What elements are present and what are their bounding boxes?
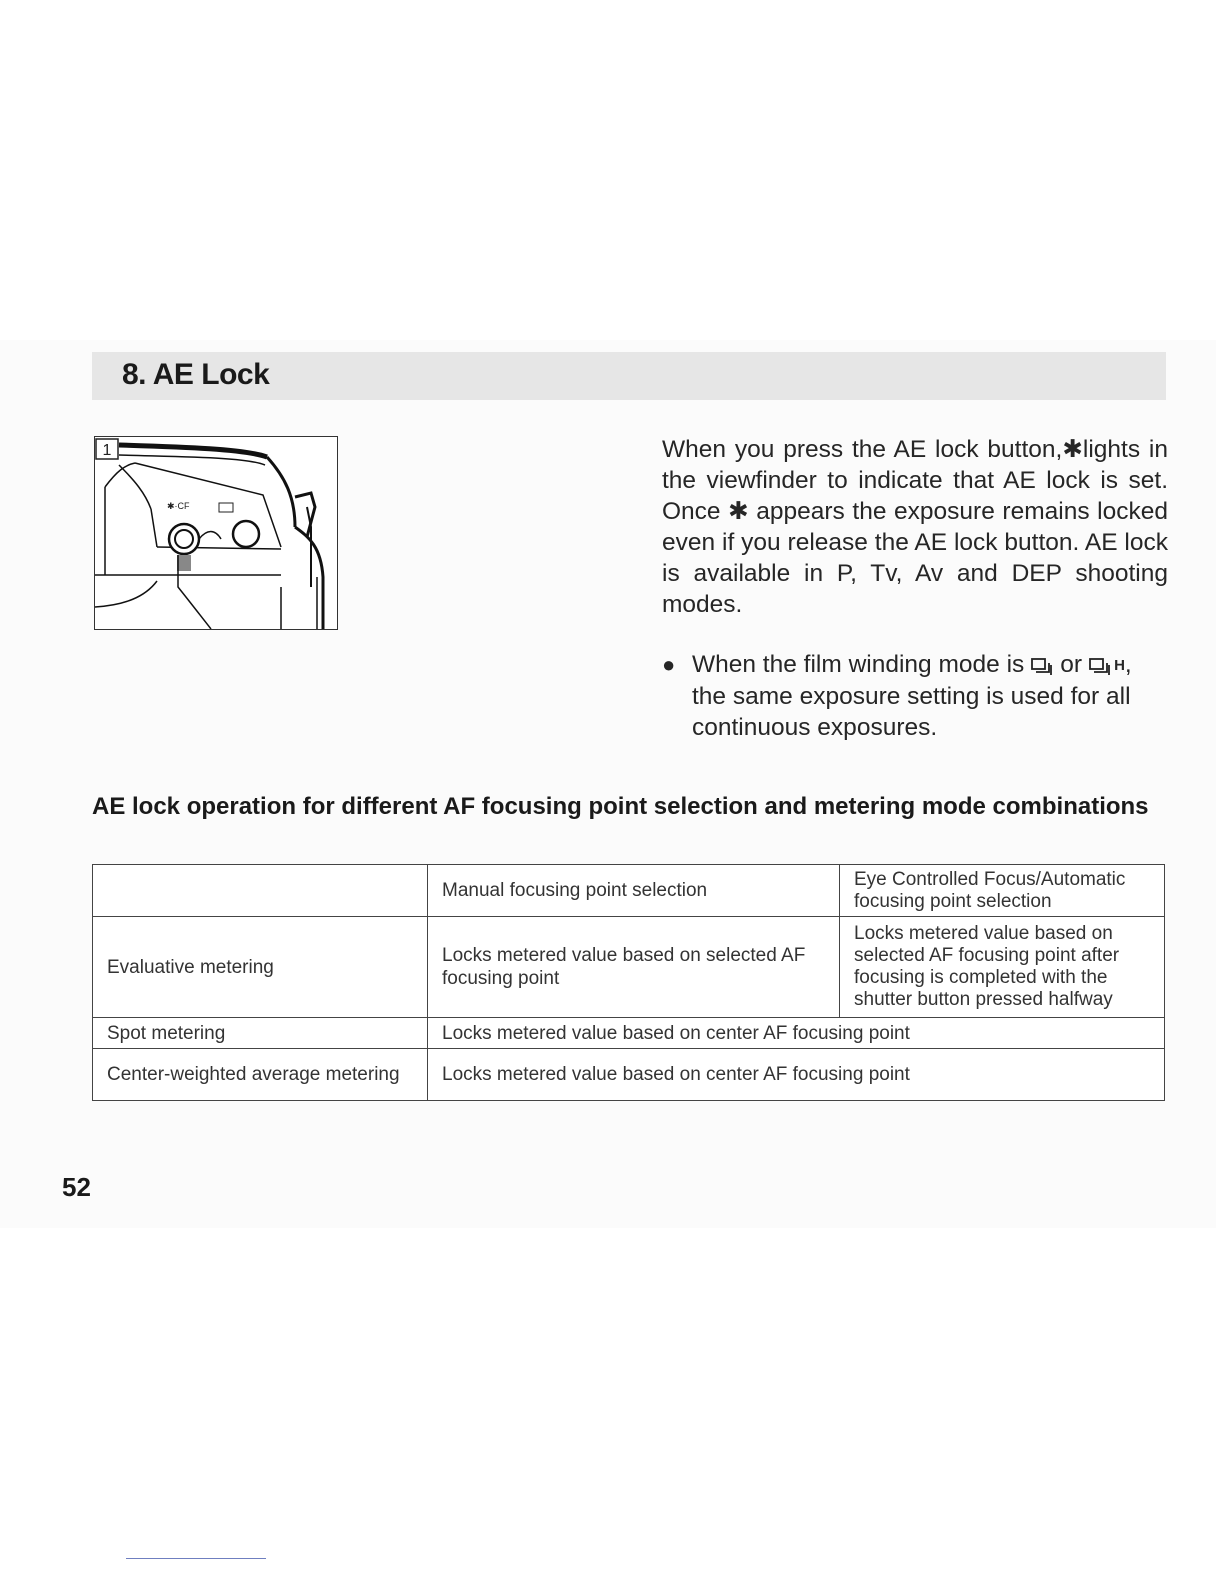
camera-ae-lock-drawing	[95, 437, 337, 629]
cell-spot-both: Locks metered value based on center AF focusing point	[428, 1018, 1165, 1049]
table-row	[93, 1018, 1165, 1049]
bottom-underline-decoration	[126, 1558, 266, 1559]
header-manual-cell: Manual focusing point selection	[428, 865, 840, 917]
section-header	[92, 352, 1166, 400]
row-label-evaluative: Evaluative metering	[93, 917, 428, 1018]
section-title: 8. AE Lock	[122, 358, 270, 391]
camera-illustration	[94, 436, 338, 630]
intro-paragraph: When you press the AE lock button,✱lights in the viewfinder to indicate that AE lock is set. Once ✱ appears the exposure remains locked even if you release the AE lock button. AE lock is available in P, Tv, Av and DEP shooting modes.	[662, 436, 1168, 618]
cell-evaluative-manual: Locks metered value based on selected AF focusing point	[428, 917, 840, 1018]
table-heading: AE lock operation for different AF focusing point selection and metering mode combinations	[92, 793, 1149, 820]
button-label: ✱·CF	[167, 501, 190, 511]
table-row	[93, 1049, 1165, 1101]
header-corner-cell	[93, 865, 428, 917]
header-eye-cell: Eye Controlled Focus/Automatic focusing point selection	[840, 865, 1165, 917]
second-button-icon	[233, 521, 259, 547]
continuous-high-icon	[1088, 656, 1112, 676]
bullet-dot-icon: ●	[662, 652, 676, 677]
row-label-spot: Spot metering	[93, 1018, 428, 1049]
bullet-or: or	[1060, 651, 1083, 678]
bullet-text-part1: When the film winding mode is	[692, 651, 1025, 678]
figure-number: 1	[102, 442, 112, 459]
bullet-text-part2: , the same exposure setting is used for all continuous exposures.	[692, 651, 1132, 742]
cell-evaluative-eye: Locks metered value based on selected AF focusing point after focusing is completed with the shutter button pressed halfway	[840, 917, 1165, 1018]
page-number: 52	[62, 1172, 91, 1202]
continuous-high-label: H	[1114, 657, 1125, 675]
ae-lock-button-icon	[175, 530, 193, 548]
row-label-center-weighted: Center-weighted average metering	[93, 1049, 428, 1101]
continuous-low-icon	[1030, 656, 1054, 676]
table-header-row	[93, 865, 1165, 917]
ae-lock-table	[92, 864, 1165, 1101]
table-row	[93, 917, 1165, 1018]
cell-center-weighted-both: Locks metered value based on center AF focusing point	[428, 1049, 1165, 1101]
bullet-text	[692, 649, 1168, 743]
